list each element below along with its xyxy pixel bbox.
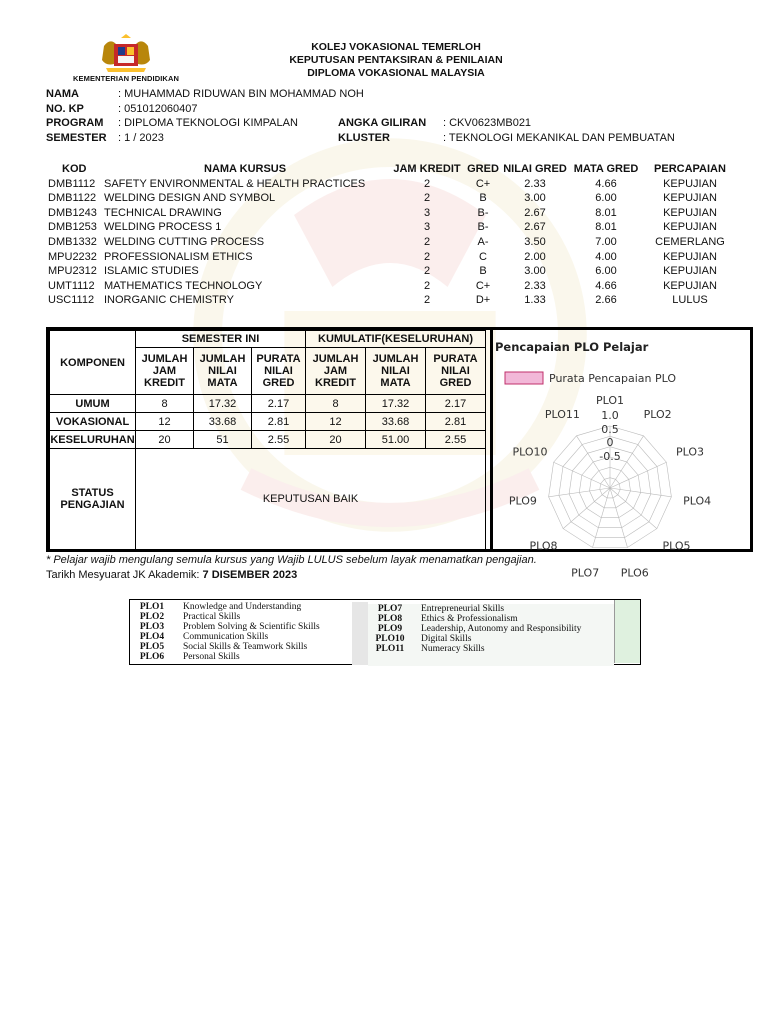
cell: 20: [136, 431, 194, 449]
plo-code: PLO2: [139, 612, 165, 622]
course-grade: D+: [475, 294, 491, 307]
course-name: PROFESSIONALISM ETHICS: [104, 250, 253, 263]
kum-nilai-header: JUMLAH NILAI MATA: [366, 348, 426, 395]
category-label: PLO4: [683, 494, 712, 508]
category-label: PLO7: [571, 566, 600, 580]
chart-title: Pencapaian PLO Pelajar: [495, 340, 649, 354]
course-grade-value: 2.33: [524, 279, 546, 292]
course-grade: C+: [475, 279, 491, 292]
category-label: PLO6: [620, 566, 649, 580]
plo-legend-table: [129, 599, 641, 665]
category-label: PLO8: [529, 539, 558, 553]
plo-desc: Knowledge and Understanding: [183, 602, 302, 612]
row-label: VOKASIONAL: [50, 413, 136, 431]
course-points: 6.00: [595, 265, 617, 278]
cell: 2.55: [426, 431, 486, 449]
course-code: DMB1112: [48, 177, 96, 190]
plo-desc: Personal Skills: [183, 652, 240, 662]
course-grade-value: 3.00: [524, 265, 546, 278]
course-table: [46, 163, 736, 309]
header-pencapaian: PERCAPAIAN: [654, 163, 726, 175]
course-code: UMT1112: [48, 279, 95, 292]
category-label: PLO5: [662, 539, 691, 553]
course-credit: 3: [423, 206, 431, 219]
course-name: ISLAMIC STUDIES: [104, 265, 199, 278]
course-grade: B-: [477, 221, 489, 234]
table-row: [46, 265, 736, 280]
meeting-label: Tarikh Mesyuarat JK Akademik:: [46, 569, 203, 581]
table-row: [46, 251, 736, 266]
header-gred: GRED: [467, 163, 499, 175]
plo-code: PLO3: [139, 622, 165, 632]
cell: 12: [136, 413, 194, 431]
summary-table: [49, 330, 486, 550]
category-label: PLO3: [675, 445, 705, 459]
course-name: WELDING PROCESS 1: [104, 221, 222, 234]
cell: 17.32: [366, 395, 426, 413]
course-grade: B-: [477, 206, 489, 219]
table-row: [50, 395, 486, 413]
course-name: TECHNICAL DRAWING: [104, 206, 222, 219]
angka-giliran-label: ANGKA GILIRAN: [338, 117, 427, 129]
plo-code: PLO4: [139, 632, 165, 642]
row-label: UMUM: [50, 395, 136, 413]
college-name: KOLEJ VOKASIONAL TEMERLOH: [311, 41, 481, 53]
course-achievement: KEPUJIAN: [663, 192, 717, 205]
course-grade: A-: [477, 235, 489, 248]
course-achievement: KEPUJIAN: [663, 177, 717, 190]
legend-label: Purata Pencapaian PLO: [549, 372, 677, 385]
grid-spoke: [610, 488, 657, 529]
course-achievement: KEPUJIAN: [663, 250, 717, 263]
course-grade-value: 3.00: [524, 192, 546, 205]
course-grade-value: 3.50: [524, 235, 546, 248]
sem-jam-header: JUMLAH JAM KREDIT: [136, 348, 194, 395]
cell: 12: [306, 413, 366, 431]
legend-swatch: [505, 372, 543, 384]
komponen-header: KOMPONEN: [50, 331, 136, 395]
row-label: KESELURUHAN: [50, 431, 136, 449]
course-name: INORGANIC CHEMISTRY: [104, 294, 234, 307]
legend-accent-bar: [614, 600, 640, 663]
course-credit: 2: [423, 294, 431, 307]
radial-tick-label: 1.0: [601, 409, 619, 422]
plo-desc: Numeracy Skills: [421, 644, 485, 654]
document-title: [196, 41, 596, 80]
cell: 2.17: [252, 395, 306, 413]
course-name: SAFETY ENVIRONMENTAL & HEALTH PRACTICES: [104, 177, 366, 190]
course-achievement: KEPUJIAN: [663, 265, 717, 278]
cell: 8: [136, 395, 194, 413]
course-points: 8.01: [595, 206, 617, 219]
status-value: KEPUTUSAN BAIK: [136, 449, 486, 550]
course-achievement: KEPUJIAN: [663, 206, 717, 219]
course-credit: 2: [423, 235, 431, 248]
radial-tick-label: 0.5: [601, 423, 619, 436]
result-title: KEPUTUSAN PENTAKSIRAN & PENILAIAN: [289, 54, 503, 66]
course-grade-value: 1.33: [524, 294, 546, 307]
table-row: [46, 236, 736, 251]
name-value: : MUHAMMAD RIDUWAN BIN MOHAMMAD NOH: [118, 88, 364, 100]
meeting-date: 7 DISEMBER 2023: [202, 569, 298, 581]
plo-legend-left: [130, 602, 368, 664]
kumulatif-header: KUMULATIF(KESELURUHAN): [306, 331, 486, 348]
course-grade-value: 2.67: [524, 206, 546, 219]
kum-jam-header: JUMLAH JAM KREDIT: [306, 348, 366, 395]
cell: 20: [306, 431, 366, 449]
semester-label: SEMESTER: [46, 131, 107, 144]
category-label: PLO9: [508, 494, 537, 508]
cell: 8: [306, 395, 366, 413]
plo-desc: Communication Skills: [183, 632, 269, 642]
name-label: NAMA: [46, 88, 79, 100]
sem-purata-header: PURATA NILAI GRED: [252, 348, 306, 395]
header-jam: JAM KREDIT: [393, 163, 461, 175]
course-grade-value: 2.33: [524, 177, 546, 190]
category-label: PLO10: [512, 445, 548, 459]
course-credit: 2: [423, 177, 431, 190]
plo-code: PLO6: [139, 652, 165, 662]
course-points: 7.00: [595, 235, 617, 248]
plo-radar-chart: [490, 330, 750, 580]
plo-desc: Practical Skills: [183, 612, 241, 622]
cell: 33.68: [366, 413, 426, 431]
course-credit: 2: [423, 192, 431, 205]
kluster-value: : TEKNOLOGI MEKANIKAL DAN PEMBUATAN: [443, 131, 675, 144]
category-label: PLO11: [544, 408, 580, 421]
cell: 17.32: [194, 395, 252, 413]
course-code: DMB1253: [48, 221, 97, 234]
course-table-header: [46, 163, 736, 178]
course-grade-value: 2.00: [524, 250, 546, 263]
radial-tick-label: 0: [606, 436, 614, 449]
radar-svg: [493, 330, 750, 580]
course-achievement: LULUS: [672, 294, 708, 307]
course-code: MPU2312: [48, 265, 97, 278]
plo-desc: Leadership, Autonomy and Responsibility: [421, 624, 582, 634]
diploma-title: DIPLOMA VOKASIONAL MALAYSIA: [307, 67, 485, 79]
semester-value: : 1 / 2023: [118, 131, 164, 144]
cell: 2.81: [426, 413, 486, 431]
category-label: PLO2: [643, 408, 672, 421]
table-row: [46, 221, 736, 236]
course-grade: C: [479, 250, 487, 263]
cell: 33.68: [194, 413, 252, 431]
plo-legend-right: [368, 604, 614, 666]
status-label: STATUS PENGAJIAN: [50, 449, 136, 550]
cell: 51: [194, 431, 252, 449]
plo-desc: Digital Skills: [421, 634, 472, 644]
cell: 51.00: [366, 431, 426, 449]
plo-code: PLO8: [377, 614, 403, 624]
ministry-label: KEMENTERIAN PENDIDIKAN: [73, 74, 179, 83]
angka-giliran-value: : CKV0623MB021: [443, 117, 532, 129]
sem-nilai-header: JUMLAH NILAI MATA: [194, 348, 252, 395]
plo-code: PLO9: [377, 624, 403, 634]
course-code: DMB1122: [48, 192, 97, 205]
course-points: 4.00: [595, 250, 617, 263]
table-row: [46, 178, 736, 193]
course-points: 4.66: [595, 177, 617, 190]
plo-code: PLO10: [375, 634, 405, 644]
course-grade: B: [479, 265, 487, 278]
cell: 2.55: [252, 431, 306, 449]
plo-desc: Entrepreneurial Skills: [421, 604, 505, 614]
program-value: : DIPLOMA TEKNOLOGI KIMPALAN: [118, 117, 298, 129]
plo-code: PLO1: [139, 602, 165, 612]
course-code: DMB1332: [48, 235, 97, 248]
radial-tick-label: -0.5: [599, 450, 621, 463]
nokp-label: NO. KP: [46, 102, 84, 115]
table-row: [46, 192, 736, 207]
table-row: [46, 207, 736, 222]
header-mata: MATA GRED: [573, 163, 639, 175]
plo-desc: Ethics & Professionalism: [421, 614, 518, 624]
course-code: MPU2232: [48, 250, 97, 263]
course-code: USC1112: [48, 294, 95, 307]
course-points: 2.66: [595, 294, 617, 307]
course-grade-value: 2.67: [524, 221, 546, 234]
cell: 2.17: [426, 395, 486, 413]
header-nilai: NILAI GRED: [503, 163, 567, 175]
plo-code: PLO5: [139, 642, 165, 652]
semester-ini-header: SEMESTER INI: [136, 331, 306, 348]
table-row: [46, 294, 736, 309]
course-credit: 2: [423, 250, 431, 263]
category-label: PLO1: [595, 394, 625, 407]
plo-code: PLO11: [375, 644, 405, 654]
footnote: * Pelajar wajib mengulang semula kursus yang Wajib LULUS sebelum layak menamatkan pengajian.: [46, 554, 537, 566]
header-nama: NAMA KURSUS: [204, 163, 287, 175]
header-kod: KOD: [62, 163, 87, 175]
course-points: 6.00: [595, 192, 617, 205]
course-achievement: KEPUJIAN: [663, 279, 717, 292]
nokp-value: : 051012060407: [118, 102, 198, 115]
plo-code: PLO7: [377, 604, 403, 614]
kluster-label: KLUSTER: [338, 131, 390, 144]
course-grade: C+: [475, 177, 491, 190]
course-credit: 2: [423, 265, 431, 278]
grid-spoke: [563, 488, 610, 529]
course-points: 8.01: [595, 221, 617, 234]
meeting-date-line: [46, 569, 297, 581]
course-credit: 3: [423, 221, 431, 234]
student-info: [46, 87, 746, 147]
table-row: [46, 280, 736, 295]
course-grade: B: [479, 192, 487, 205]
table-row: [50, 431, 486, 449]
course-name: WELDING DESIGN AND SYMBOL: [104, 192, 276, 205]
course-points: 4.66: [595, 279, 617, 292]
plo-desc: Problem Solving & Scientific Skills: [183, 622, 320, 632]
plo-desc: Social Skills & Teamwork Skills: [183, 642, 308, 652]
course-name: MATHEMATICS TECHNOLOGY: [104, 279, 263, 292]
course-code: DMB1243: [48, 206, 97, 219]
course-achievement: CEMERLANG: [655, 235, 725, 248]
program-label: PROGRAM: [46, 117, 104, 129]
course-achievement: KEPUJIAN: [663, 221, 717, 234]
table-row: [50, 413, 486, 431]
kum-purata-header: PURATA NILAI GRED: [426, 348, 486, 395]
course-credit: 2: [423, 279, 431, 292]
cell: 2.81: [252, 413, 306, 431]
course-name: WELDING CUTTING PROCESS: [104, 235, 265, 248]
